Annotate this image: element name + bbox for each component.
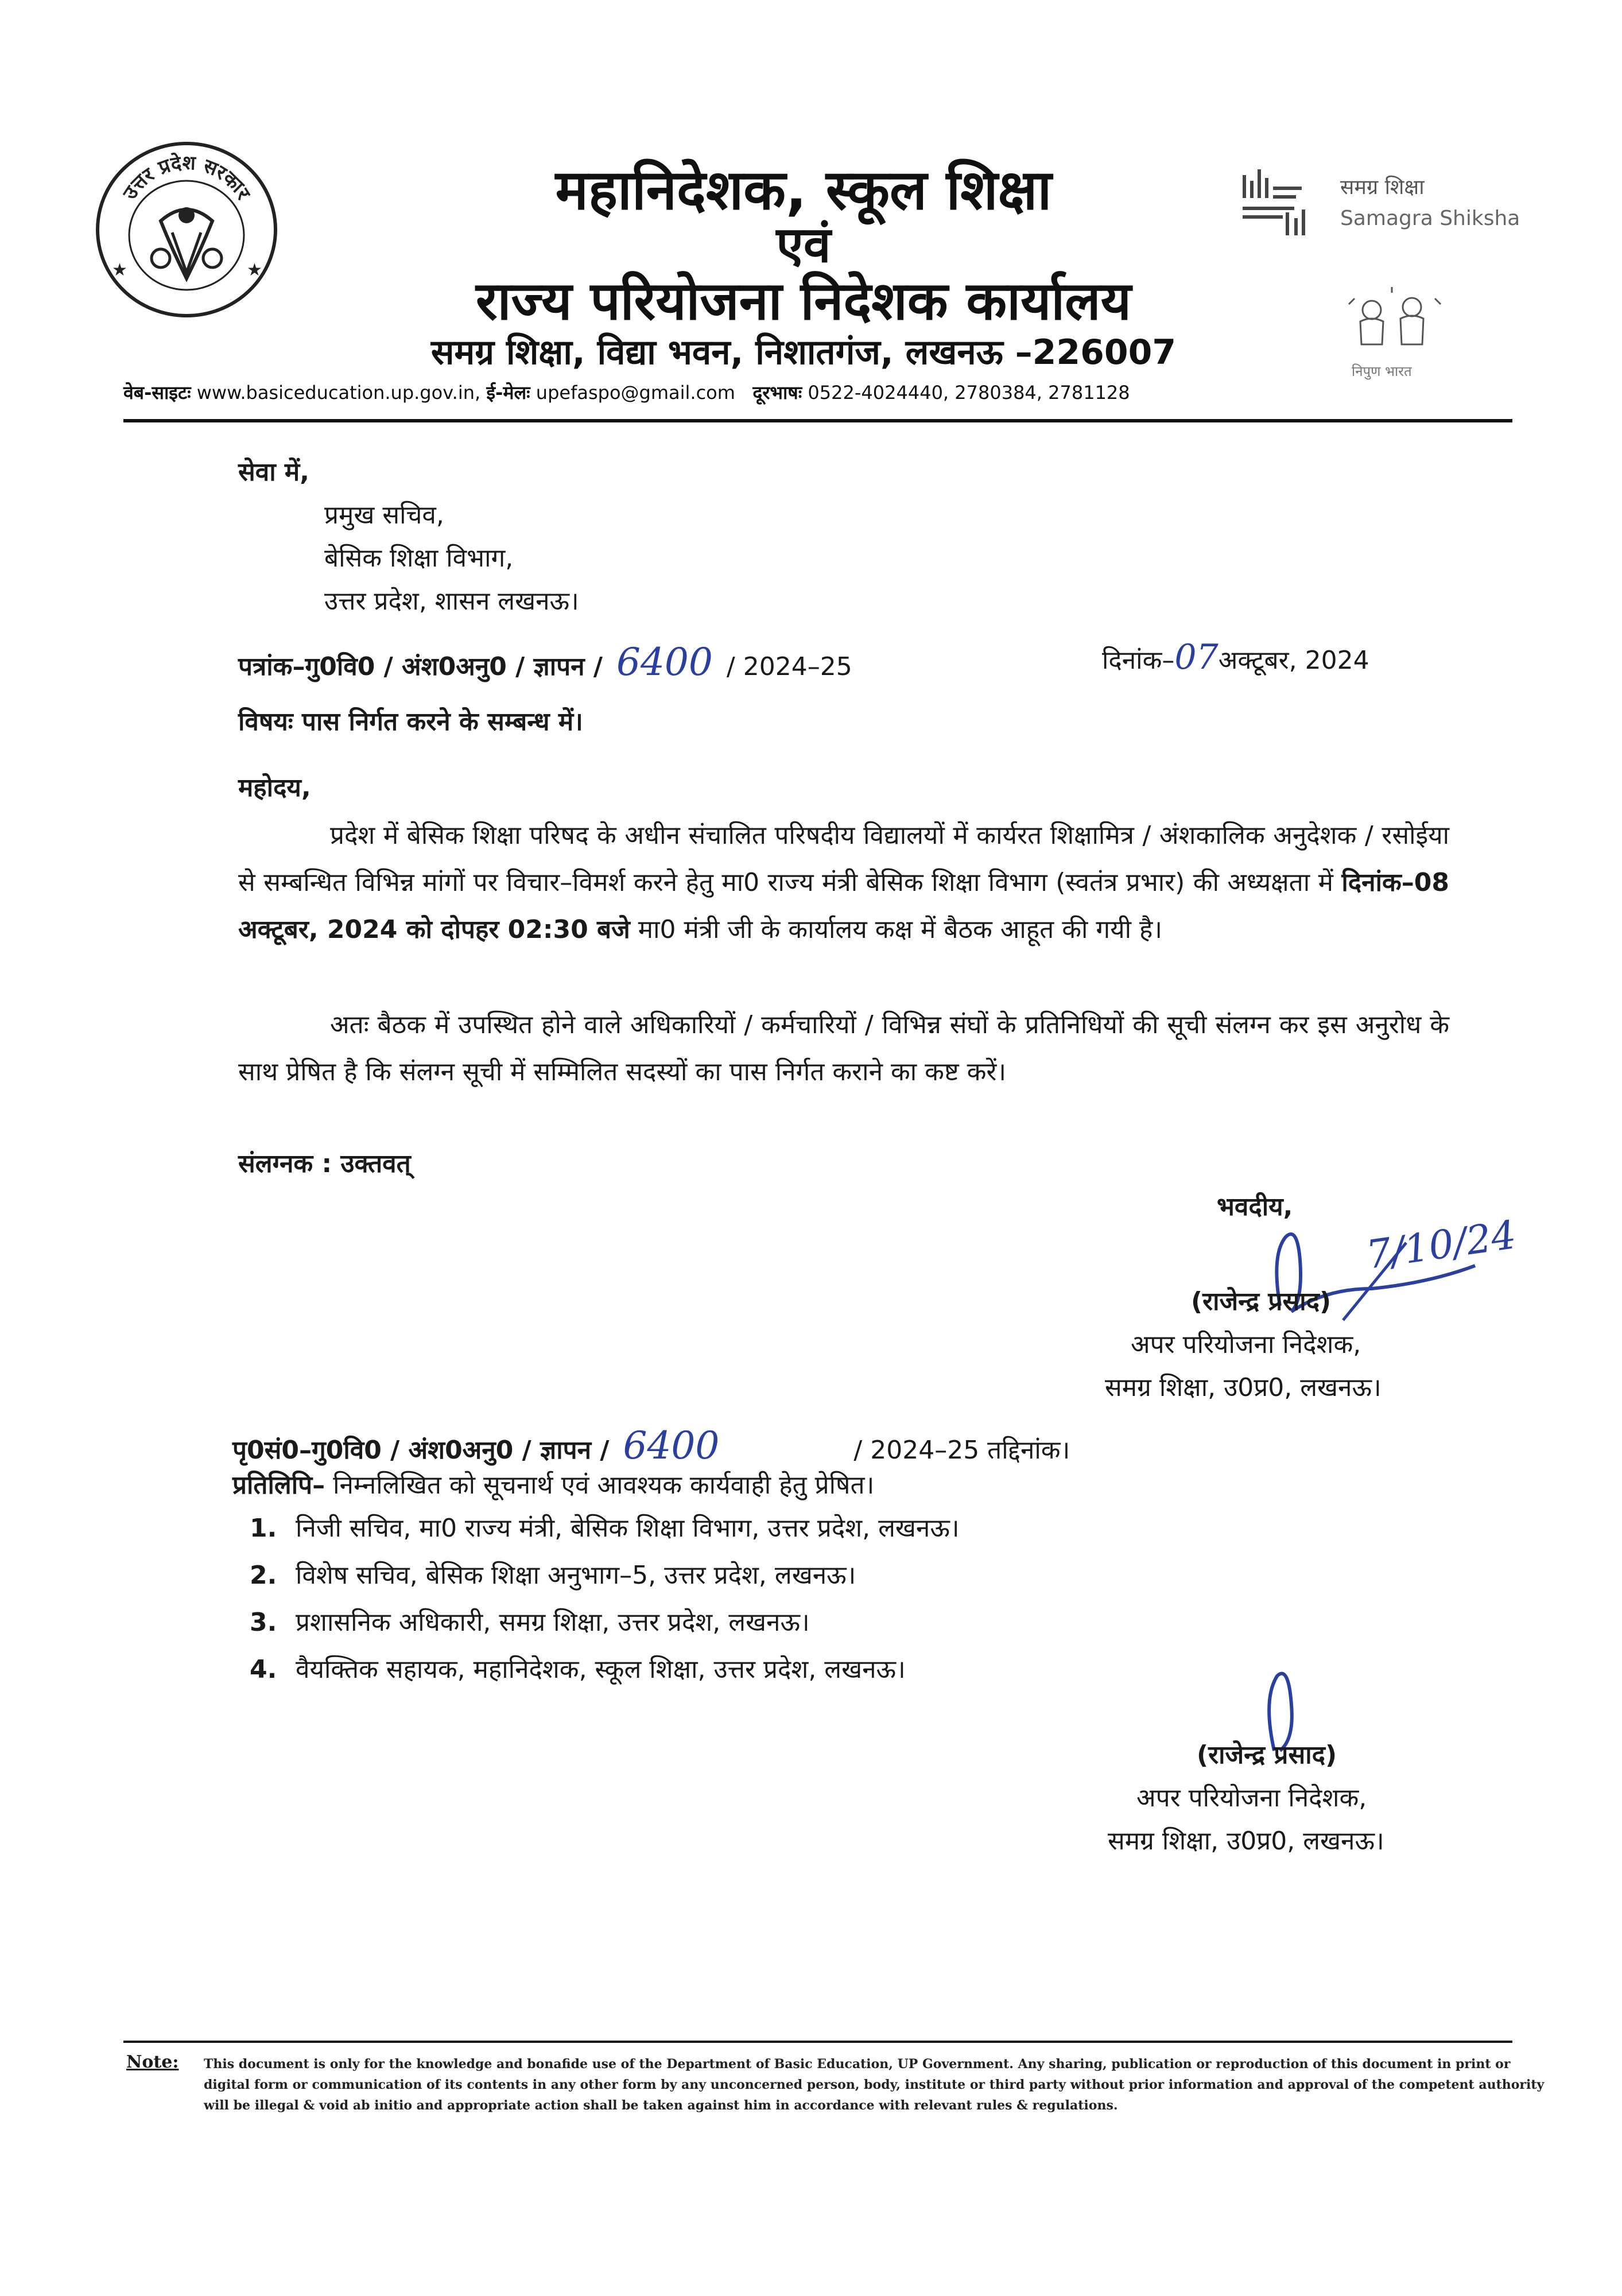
list-item: 3. प्रशासनिक अधिकारी, समग्र शिक्षा, उत्तर प्रदेश, लखनऊ।	[250, 1608, 810, 1637]
reference-date	[1102, 637, 1369, 677]
reference-prefix: पत्रांक–गु0वि0 / अंश0अनु0 / ज्ञापन /	[238, 652, 603, 681]
office-title-line1: महानिदेशक, स्कूल शिक्षा	[555, 158, 1052, 222]
copy-intro-line	[232, 1467, 874, 1501]
body-paragraph-1-text: प्रदेश में बेसिक शिक्षा परिषद के अधीन संचालित परिषदीय विद्यालयों में कार्यरत शिक्षामित्र / अंशकालिक अनुदेशक / रसोईया से सम्बन्धित विभिन्न मांगों पर विचार–विमर्श करने हेतु मा0 राज्य मंत्री बेसिक शिक्षा विभाग (स्वतंत्र प्रभार) की अध्यक्षता में	[238, 821, 1449, 897]
copy-list	[250, 1510, 960, 1698]
office-address: समग्र शिक्षा, विद्या भवन, निशातगंज, लखनऊ –226007	[430, 332, 1177, 373]
recipient-line3: उत्तर प्रदेश, शासन लखनऊ।	[324, 587, 579, 616]
list-item: 1. निजी सचिव, मा0 राज्य मंत्री, बेसिक शिक्षा विभाग, उत्तर प्रदेश, लखनऊ।	[250, 1514, 960, 1543]
svg-text:★: ★	[112, 260, 127, 280]
date-day-handwritten: 07	[1174, 637, 1219, 677]
body-paragraph-2: अतः बैठक में उपस्थित होने वाले अधिकारियों / कर्मचारियों / विभिन्न संघों के प्रतिनिधियों की सूची संलग्न कर इस अनुरोध के साथ प्रेषित है कि संलग्न सूची में सम्मिलित सदस्यों का पास निर्गत कराने का कष्ट करें।	[238, 1010, 1449, 1087]
list-item: 4. वैयक्तिक सहायक, महानिदेशक, स्कूल शिक्षा, उत्तर प्रदेश, लखनऊ।	[250, 1655, 906, 1684]
footer-note-text: This document is only for the knowledge and bonafide use of the Department of Basic Education, UP Government. Any sharing, publication or reproduction of this document in print or digital form or communication of its contents in any other form by any unconcerned person, body, institute or third party without prior information and approval of the competent authority will be illegal & void ab initio and appropriate action shall be taken against him in accordance with relevant rules & regulations.	[204, 2057, 1545, 2113]
copy-reference-suffix: / 2024–25 तद्दिनांक।	[853, 1436, 1070, 1465]
emblem-text: उत्तर प्रदेश सरकार	[118, 151, 255, 204]
email-link[interactable]: upefaspo@gmail.com	[536, 382, 735, 404]
greeting: महोदय,	[238, 773, 311, 802]
signatory-designation-2: अपर परियोजना निदेशक,	[1136, 1783, 1367, 1813]
enclosure: संलग्नक : उक्तवत्	[238, 1149, 411, 1178]
copy-reference-prefix: पृ0सं0–गु0वि0 / अंश0अनु0 / ज्ञापन /	[232, 1436, 610, 1465]
up-government-emblem	[92, 135, 281, 324]
reference-number-handwritten: 6400	[616, 640, 713, 684]
website-label: वेब-साइटः	[123, 382, 191, 404]
footer-note-label: Note:	[126, 2052, 179, 2072]
signatory-office-2: समग्र शिक्षा, उ0प्र0, लखनऊ।	[1108, 1826, 1384, 1856]
phone-numbers: 0522-4024440, 2780384, 2781128	[808, 382, 1130, 404]
copy-label: प्रतिलिपि–	[232, 1471, 325, 1500]
reference-suffix: / 2024–25	[726, 652, 852, 681]
body-paragraph-1-end: मा0 मंत्री जी के कार्यालय कक्ष में बैठक आहूत की गयी है।	[638, 915, 1163, 944]
recipient-line1: प्रमुख सचिव,	[324, 501, 444, 530]
phone-label: दूरभाषः	[752, 382, 802, 404]
signatory-name-2: (राजेन्द्र प्रसाद)	[1197, 1740, 1337, 1770]
copy-reference-line	[232, 1424, 1070, 1468]
salutation: सेवा में,	[238, 457, 309, 487]
date-suffix: अक्टूबर, 2024	[1218, 646, 1369, 675]
closing-bhavdiya: भवदीय,	[1217, 1192, 1293, 1221]
svg-text:★: ★	[247, 260, 262, 280]
copy-intro: निम्नलिखित को सूचनार्थ एवं आवश्यक कार्यवाही हेतु प्रेषित।	[333, 1471, 875, 1500]
body-paragraph-1	[238, 812, 1449, 953]
copy-reference-number-handwritten: 6400	[623, 1424, 720, 1468]
nipun-bharat-label: निपुण भारत	[1352, 363, 1412, 379]
header-divider	[123, 419, 1512, 422]
office-title-line2: एवं	[776, 216, 831, 274]
footer-divider	[123, 2041, 1512, 2043]
subject-line: विषयः पास निर्गत करने के सम्बन्ध में।	[238, 707, 583, 736]
signatory-name-1: (राजेन्द्र प्रसाद)	[1191, 1287, 1332, 1316]
email-label: ई-मेलः	[486, 382, 530, 404]
signatory-office-1: समग्र शिक्षा, उ0प्र0, लखनऊ।	[1105, 1373, 1382, 1402]
recipient-line2: बेसिक शिक्षा विभाग,	[324, 544, 514, 573]
samagra-shiksha-english: Samagra Shiksha	[1340, 207, 1520, 230]
samagra-shiksha-hindi: समग्र शिक्षा	[1340, 176, 1425, 199]
reference-line	[238, 640, 852, 684]
website-link[interactable]: www.basiceducation.up.gov.in,	[196, 382, 481, 404]
samagra-shiksha-logo-icon	[1240, 164, 1309, 250]
signature-date-handwritten: 7/10/24	[1363, 1212, 1519, 1278]
contact-line	[123, 380, 1130, 405]
signatory-designation-1: अपर परियोजना निदेशक,	[1131, 1330, 1361, 1359]
list-item: 2. विशेष सचिव, बेसिक शिक्षा अनुभाग–5, उत्तर प्रदेश, लखनऊ।	[250, 1561, 856, 1590]
office-title-line3: राज्य परियोजना निदेशक कार्यालय	[476, 270, 1131, 332]
date-prefix: दिनांक–	[1102, 646, 1175, 675]
meeting-datetime: दिनांक–08 अक्टूबर, 2024 को दोपहर 02:30 बजे	[238, 868, 1449, 944]
